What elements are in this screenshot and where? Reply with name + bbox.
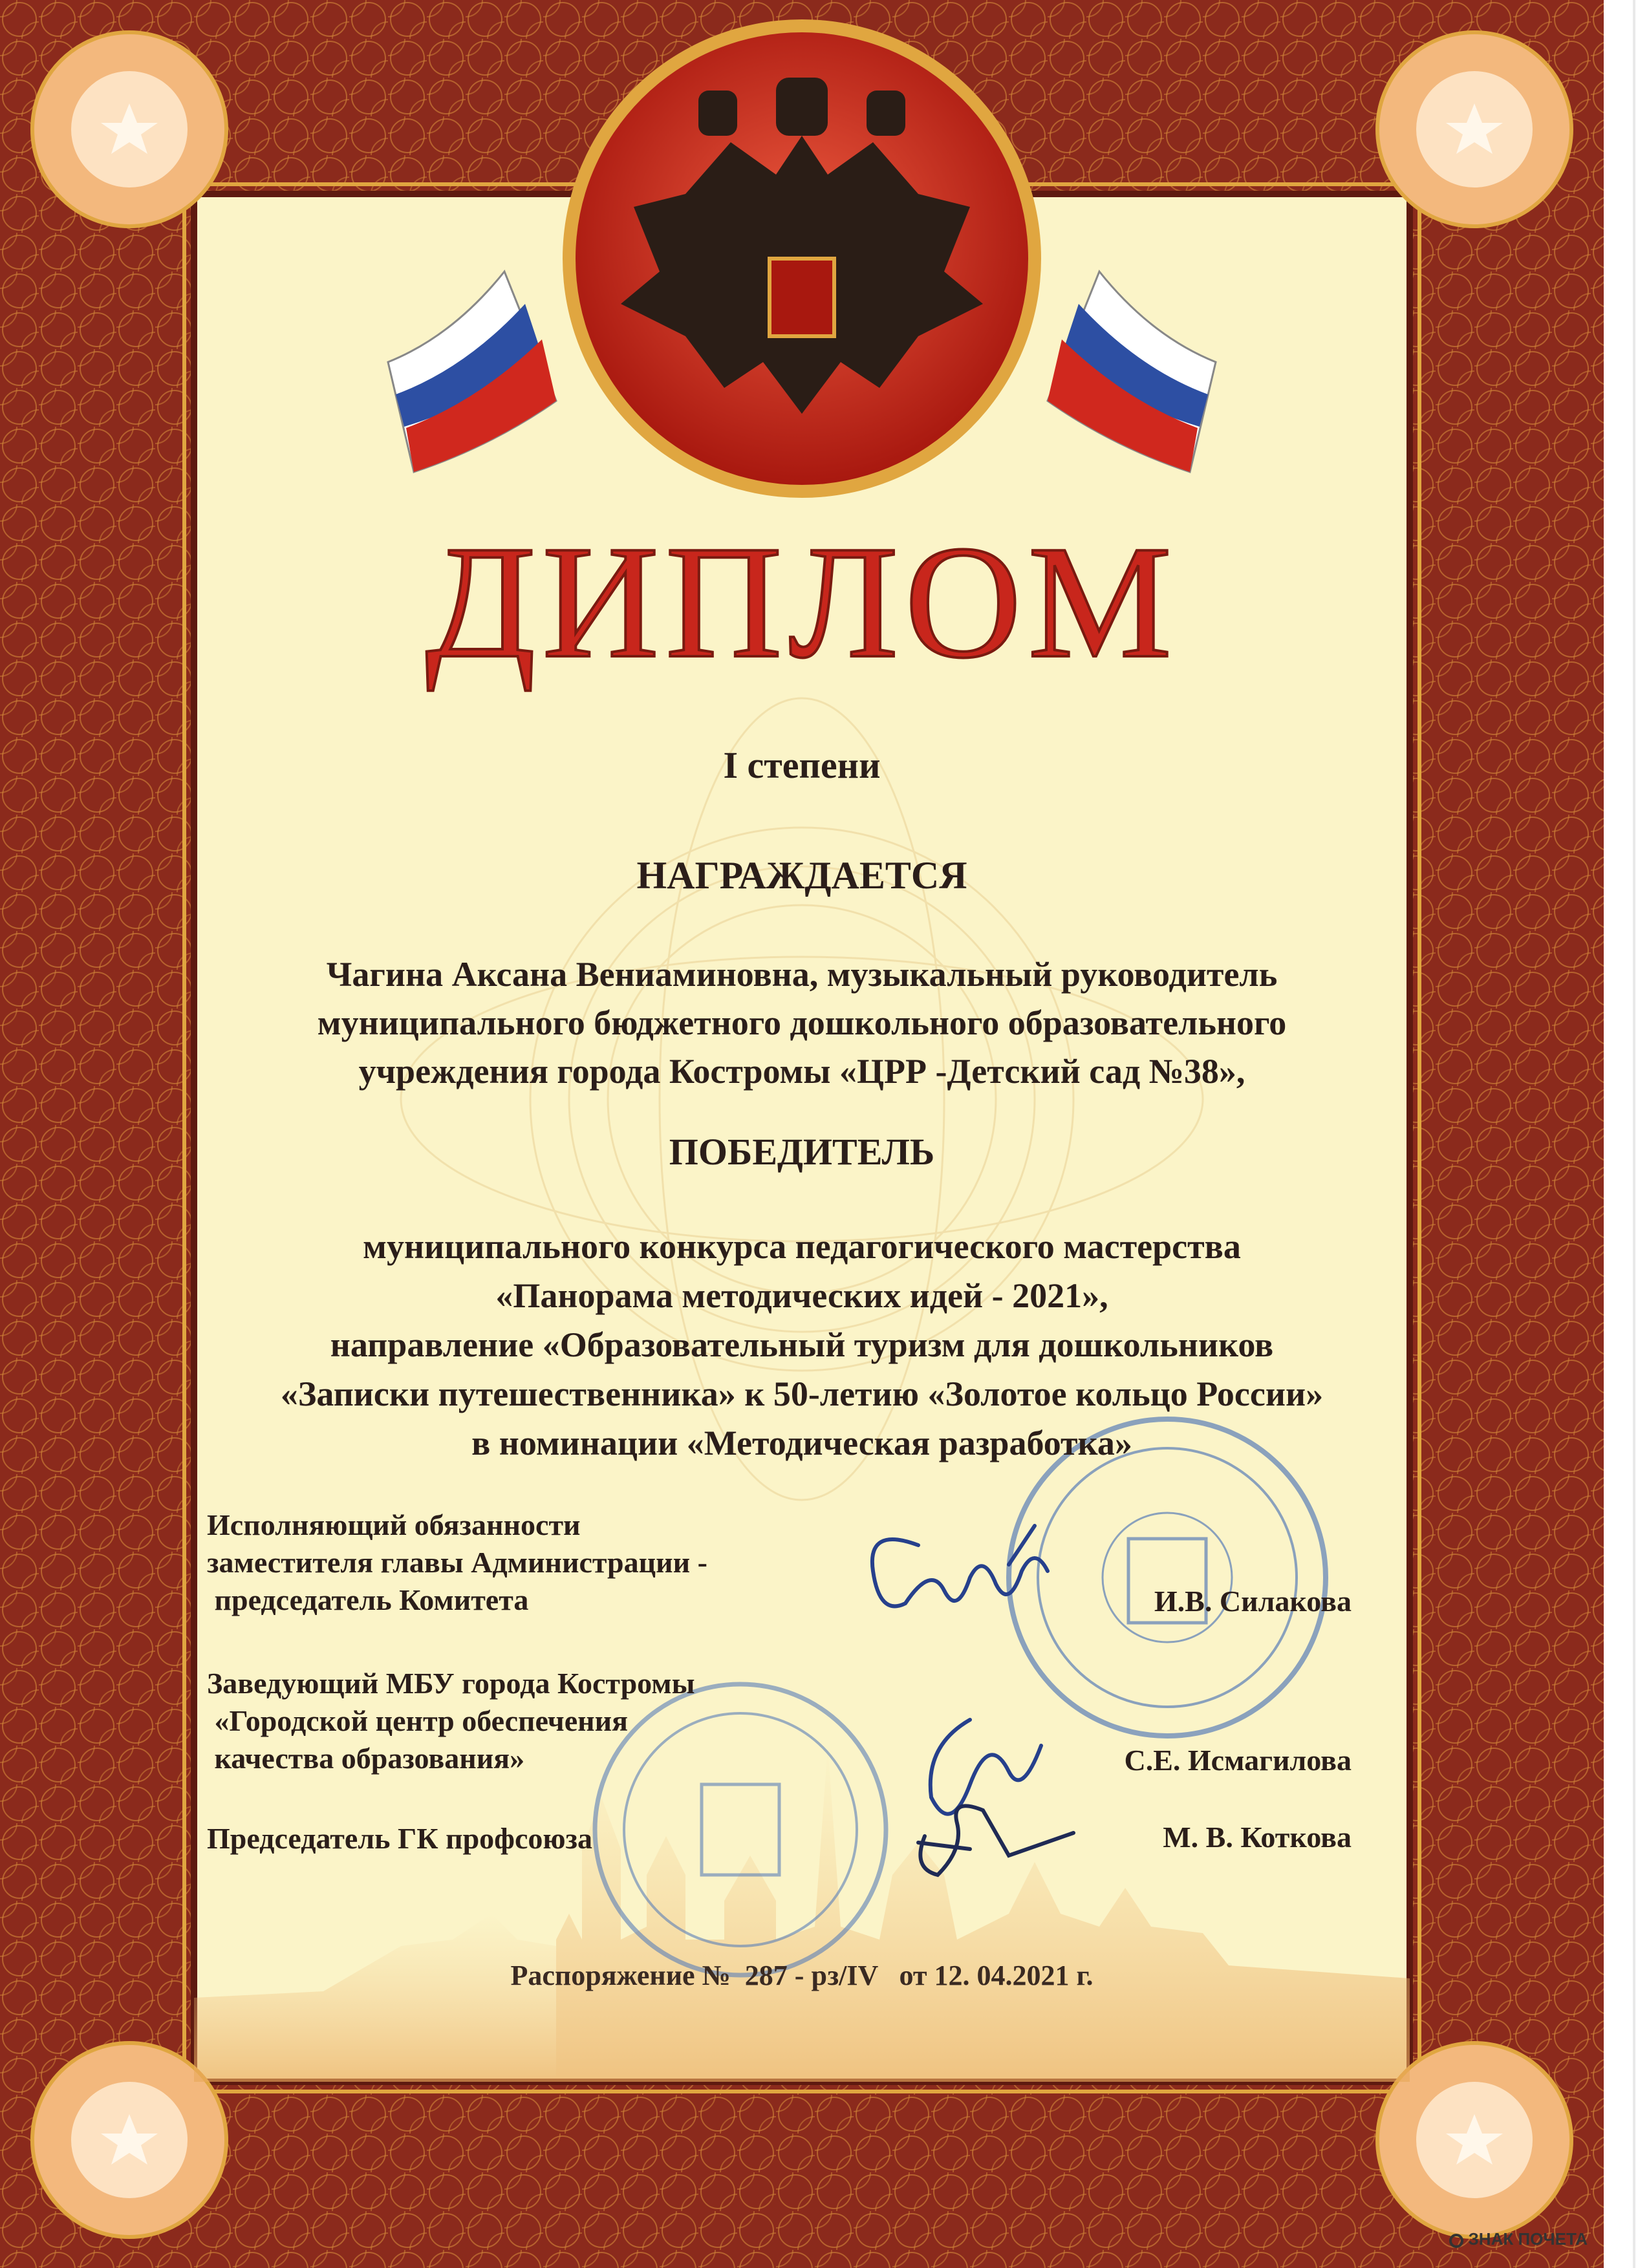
degree-label: I степени	[723, 744, 881, 786]
diploma-title: ДИПЛОМ	[425, 513, 1179, 692]
signatory-title-1	[207, 1506, 707, 1619]
signatory-title-line: Заведующий МБУ города Костромы	[207, 1667, 695, 1700]
signatory-title-line: председатель Комитета	[207, 1583, 529, 1616]
coat-of-arms-emblem	[563, 19, 1041, 498]
winner-heading: ПОБЕДИТЕЛЬ	[669, 1131, 935, 1173]
contest-line: «Записки путешественника» к 50-летию «Золотое кольцо России»	[280, 1375, 1324, 1413]
signatory-title-3	[207, 1820, 592, 1857]
contest-line: муниципального конкурса педагогического мастерства	[363, 1227, 1241, 1266]
recipient-line: муниципального бюджетного дошкольного образовательного	[317, 1003, 1287, 1042]
awarded-heading: НАГРАЖДАЕТСЯ	[636, 854, 967, 897]
signatory-title-line: заместителя главы Администрации -	[207, 1546, 707, 1579]
signatory-name-3: М. В. Коткова	[1163, 1821, 1352, 1854]
signatory-title-2	[207, 1665, 695, 1777]
signatory-title-line: качества образования»	[207, 1742, 525, 1775]
recipient-line: Чагина Аксана Вениаминовна, музыкальный руководитель	[326, 955, 1278, 994]
signatory-title-line: Председатель ГК профсоюза	[207, 1822, 593, 1855]
corner-rosette-top-left	[32, 32, 226, 226]
contest-line: в номинации «Методическая разработка»	[471, 1424, 1132, 1462]
recipient-block	[0, 950, 1604, 1096]
publisher-mark	[1449, 2229, 1588, 2249]
signatory-name-1: И.В. Силакова	[1154, 1585, 1352, 1618]
contest-line: «Панорама методических идей - 2021»,	[495, 1276, 1108, 1315]
contest-block	[0, 1222, 1604, 1468]
signatory-title-line: «Городской центр обеспечения	[207, 1704, 629, 1737]
scan-edge	[1633, 0, 1635, 2268]
signatory-name-2: С.Е. Исмагилова	[1124, 1744, 1352, 1777]
publisher-mark-text: ЗНАК ПОЧЕТА	[1468, 2229, 1588, 2249]
publisher-logo-icon	[1449, 2234, 1463, 2248]
corner-rosette-top-right	[1377, 32, 1571, 226]
signatory-title-line: Исполняющий обязанности	[207, 1508, 581, 1541]
order-reference: Распоряжение № 287 - рз/IV от 12. 04.2021 г.	[510, 1960, 1094, 1991]
recipient-line: учреждения города Костромы «ЦРР -Детский сад №38»,	[358, 1052, 1245, 1091]
contest-line: направление «Образовательный туризм для дошкольников	[330, 1325, 1274, 1364]
